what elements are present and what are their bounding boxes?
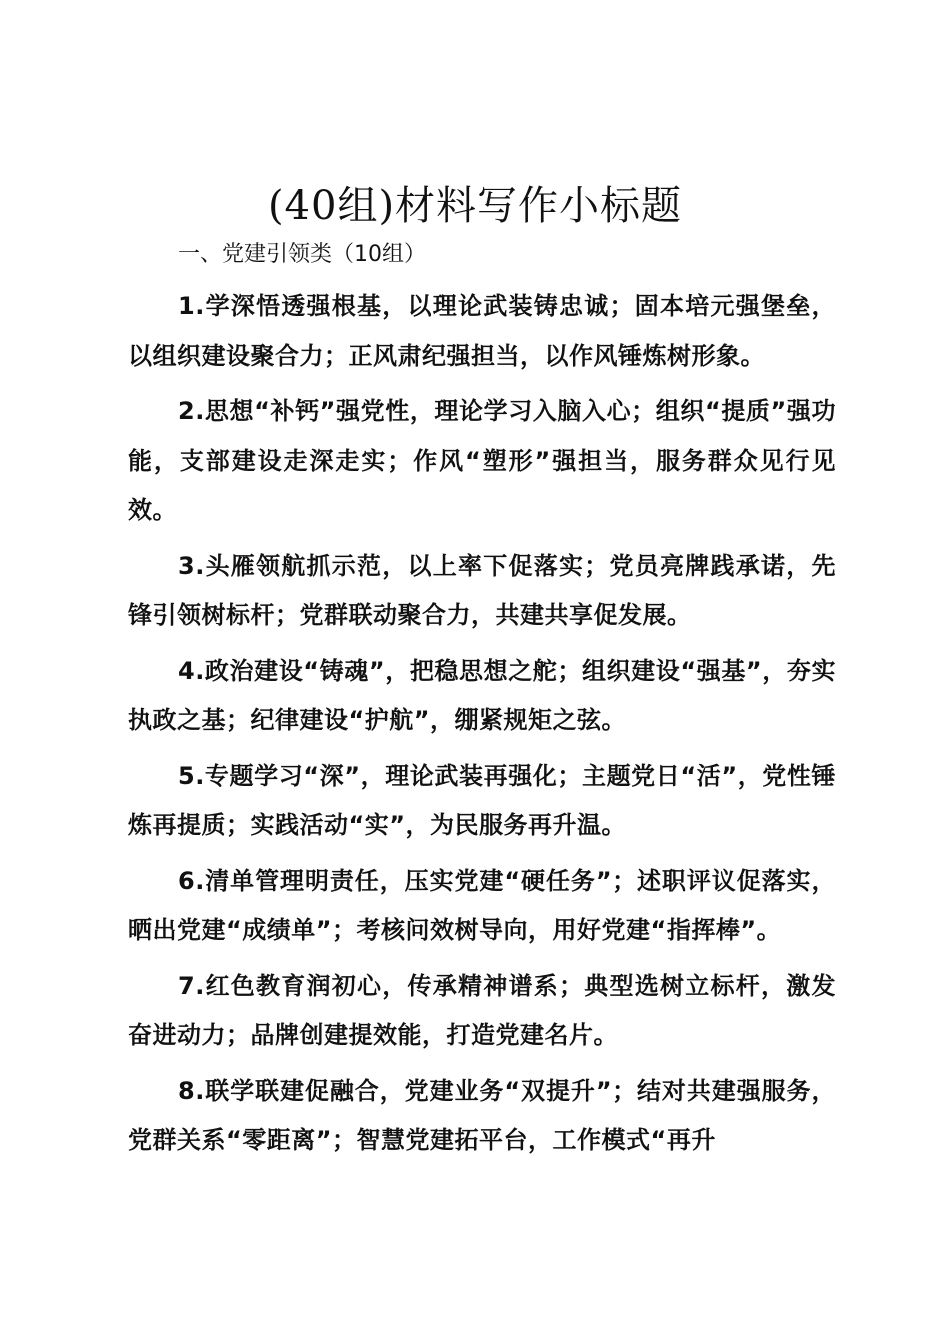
list-item-8: 8.联学联建促融合，党建业务“双提升”；结对共建强服务，党群关系“零距离”；智慧党建拓平台，工作模式“再升 (128, 1076, 836, 1154)
list-item-1: 1.学深悟透强根基，以理论武装铸忠诚；固本培元强堡垒，以组织建设聚合力；正风肃纪强担当，以作风锤炼树形象。 (128, 292, 836, 370)
list-item-3: 3.头雁领航抓示范，以上率下促落实；党员亮牌践承诺，先锋引领树标杆；党群联动聚合力，共建共享促发展。 (128, 551, 836, 629)
list-item-4: 4.政治建设“铸魂”，把稳思想之舵；组织建设“强基”，夯实执政之基；纪律建设“护航”，绷紧规矩之弦。 (128, 656, 836, 734)
list-item-5: 5.专题学习“深”，理论武装再强化；主题党日“活”，党性锤炼再提质；实践活动“实”，为民服务再升温。 (128, 761, 836, 839)
list-item-7: 7.红色教育润初心，传承精神谱系；典型选树立标杆，激发奋进动力；品牌创建提效能，打造党建名片。 (128, 971, 836, 1049)
section-heading: 一、党建引领类（10组） (178, 242, 426, 267)
list-item-2: 2.思想“补钙”强党性，理论学习入脑入心；组织“提质”强功能，支部建设走深走实；作风“塑形”强担当，服务群众见行见效。 (128, 397, 836, 524)
item-list (128, 282, 836, 1172)
list-item-6: 6.清单管理明责任，压实党建“硬任务”；述职评议促落实，晒出党建“成绩单”；考核问效树导向，用好党建“指挥棒”。 (128, 866, 836, 944)
document-title: (40组)材料写作小标题 (267, 183, 683, 229)
